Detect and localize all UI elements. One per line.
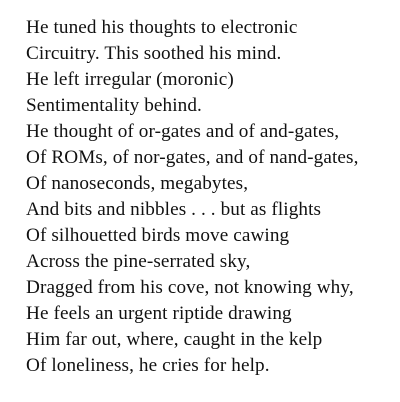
poem-line-8: And bits and nibbles . . . but as flights — [26, 199, 322, 220]
poem-text-block — [26, 15, 396, 379]
poem-line-4: Sentimentality behind. — [26, 95, 202, 116]
poem-line-3: He left irregular (moronic) — [26, 69, 234, 90]
poem-line-13: Him far out, where, caught in the kelp — [26, 329, 323, 350]
poem-line-14: Of loneliness, he cries for help. — [26, 355, 270, 376]
poem-line-12: He feels an urgent riptide drawing — [26, 303, 292, 324]
poem-line-5: He thought of or-gates and of and-gates, — [26, 121, 340, 142]
poem-line-9: Of silhouetted birds move cawing — [26, 225, 290, 246]
poem-line-2: Circuitry. This soothed his mind. — [26, 43, 282, 64]
poem-line-6: Of ROMs, of nor-gates, and of nand-gates, — [26, 147, 359, 168]
poem-line-1: He tuned his thoughts to electronic — [26, 17, 298, 38]
poem-line-10: Across the pine-serrated sky, — [26, 251, 251, 272]
poem-line-11: Dragged from his cove, not knowing why, — [26, 277, 354, 298]
poem-line-7: Of nanoseconds, megabytes, — [26, 173, 249, 194]
